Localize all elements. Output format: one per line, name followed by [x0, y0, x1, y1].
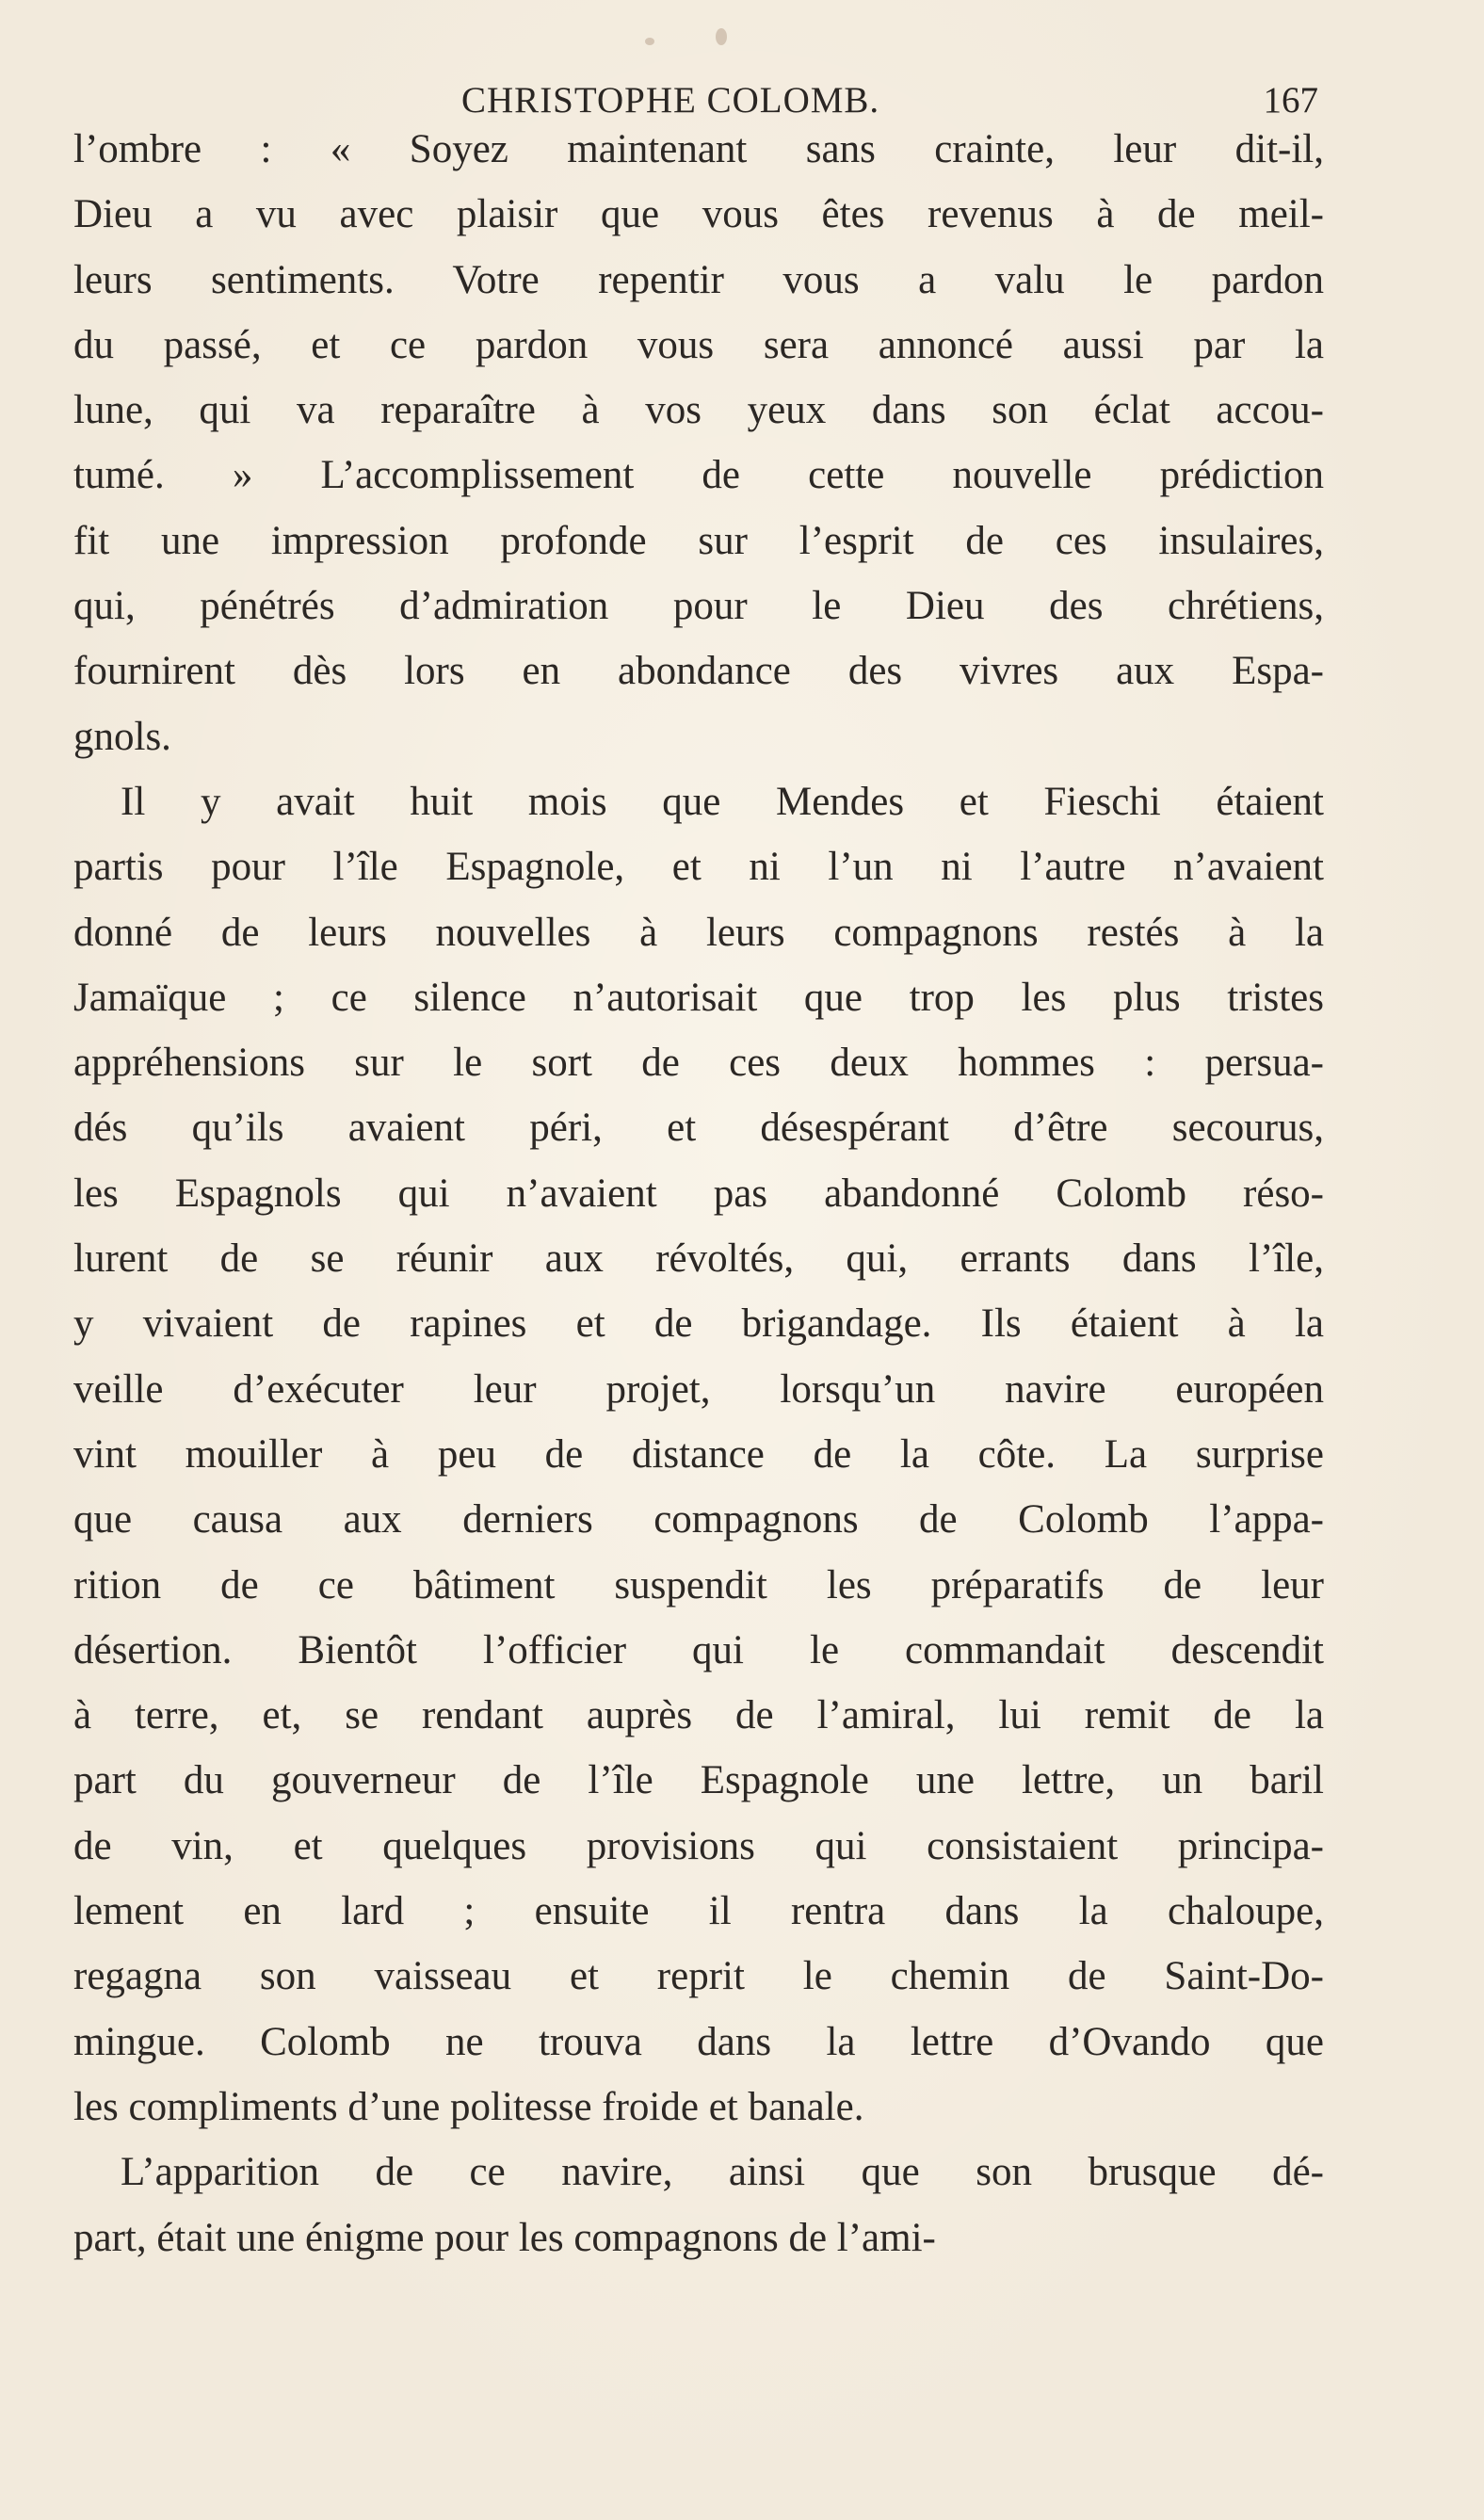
text-line: fournirent dès lors en abondance des vivres aux Espa- — [73, 649, 1324, 694]
text-line: leurs sentiments. Votre repentir vous a valu le pardon — [73, 257, 1324, 302]
text-line: rition de ce bâtiment suspendit les préparatifs de leur — [73, 1562, 1324, 1607]
text-line: à terre, et, se rendant auprès de l’amiral, lui remit de la — [73, 1693, 1324, 1738]
text-line: de vin, et quelques provisions qui consistaient principa- — [73, 1823, 1324, 1868]
text-line: lune, qui va reparaître à vos yeux dans son éclat accou- — [73, 388, 1324, 433]
text-line: désertion. Bientôt l’officier qui le commandait descendit — [73, 1627, 1324, 1672]
text-line: Dieu a vu avec plaisir que vous êtes revenus à de meil- — [73, 192, 1324, 237]
paragraph — [73, 769, 1324, 2140]
text-line: lement en lard ; ensuite il rentra dans la chaloupe, — [73, 1889, 1324, 1934]
text-line: que causa aux derniers compagnons de Colomb l’appa- — [73, 1497, 1324, 1543]
page-number: 167 — [1263, 80, 1318, 121]
text-line: L’apparition de ce navire, ainsi que son brusque dé- — [121, 2150, 1324, 2195]
text-line: les Espagnols qui n’avaient pas abandonné Colomb réso- — [73, 1171, 1324, 1216]
text-line: les compliments d’une politesse froide et banale. — [73, 2084, 864, 2129]
text-line: Jamaïque ; ce silence n’autorisait que trop les plus tristes — [73, 975, 1324, 1020]
paragraph — [73, 117, 1324, 769]
text-line: veille d’exécuter leur projet, lorsqu’un navire européen — [73, 1366, 1324, 1412]
text-line: du passé, et ce pardon vous sera annoncé aussi par la — [73, 322, 1324, 367]
text-line: y vivaient de rapines et de brigandage. Ils étaient à la — [73, 1301, 1324, 1347]
text-line: Il y avait huit mois que Mendes et Fieschi étaient — [121, 779, 1324, 824]
text-line: mingue. Colomb ne trouva dans la lettre d’Ovando que — [73, 2019, 1324, 2064]
text-line: regagna son vaisseau et reprit le chemin de Saint-Do- — [73, 1954, 1324, 1999]
ink-blot — [645, 38, 654, 45]
text-line: appréhensions sur le sort de ces deux hommes : persua- — [73, 1041, 1324, 1086]
text-line: tumé. » L’accomplissement de cette nouvelle prédiction — [73, 453, 1324, 498]
text-line: l’ombre : « Soyez maintenant sans crainte, leur dit-il, — [73, 127, 1324, 171]
text-line: qui, pénétrés d’admiration pour le Dieu des chrétiens, — [73, 584, 1324, 629]
body-text — [73, 117, 1324, 2270]
ink-blot — [716, 28, 727, 45]
text-line: dés qu’ils avaient péri, et désespérant d’être secourus, — [73, 1106, 1324, 1151]
text-line: donné de leurs nouvelles à leurs compagnons restés à la — [73, 910, 1324, 955]
text-line: vint mouiller à peu de distance de la côte. La surprise — [73, 1431, 1324, 1477]
text-line: partis pour l’île Espagnole, et ni l’un ni l’autre n’avaient — [73, 845, 1324, 890]
text-line: part du gouverneur de l’île Espagnole une lettre, un baril — [73, 1758, 1324, 1803]
paragraph — [73, 2140, 1324, 2270]
text-line: fit une impression profonde sur l’esprit de ces insulaires, — [73, 518, 1324, 563]
text-line: part, était une énigme pour les compagnons de l’ami- — [73, 2215, 936, 2260]
running-title: CHRISTOPHE COLOMB. — [461, 80, 880, 121]
text-line: lurent de se réunir aux révoltés, qui, errants dans l’île, — [73, 1236, 1324, 1282]
text-line: gnols. — [73, 714, 171, 759]
